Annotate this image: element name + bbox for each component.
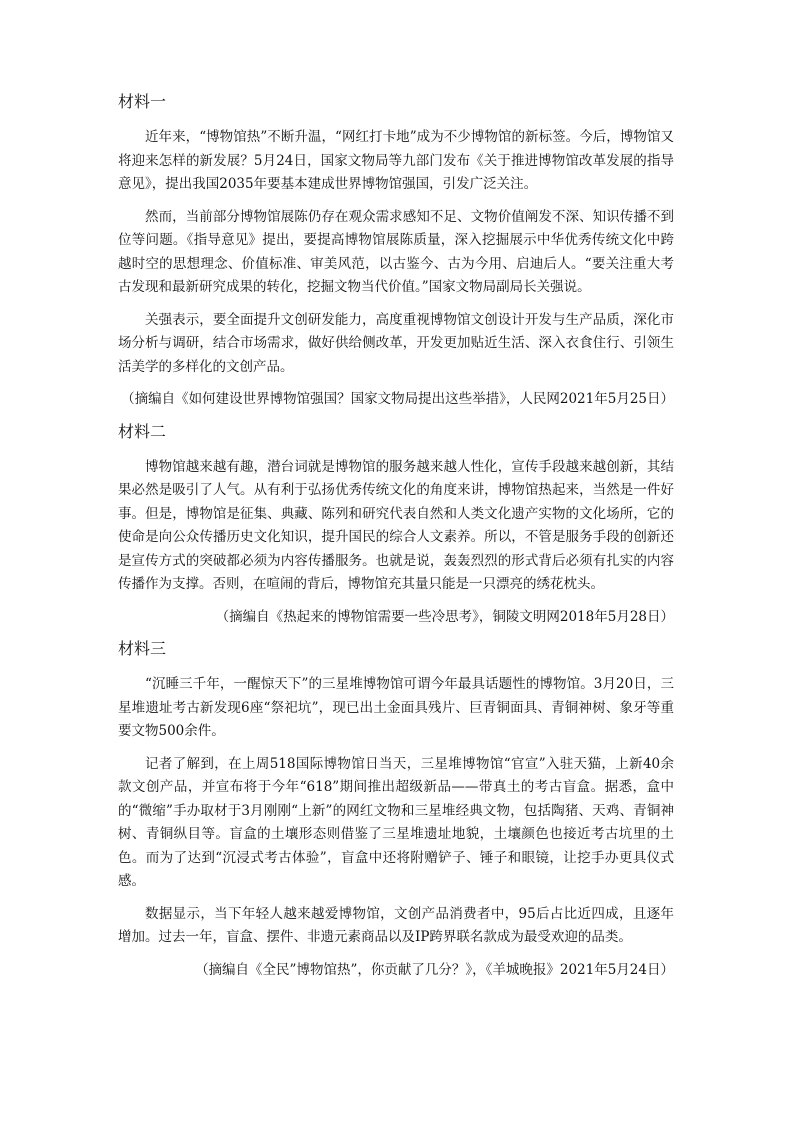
material-1-source: （摘编自《如何建设世界博物馆强国？国家文物局提出这些举措》，人民网2021年5月25日） (121, 391, 674, 407)
material-3-paragraph-1: “沉睡三千年，一醒惊天下”的三星堆博物馆可谓今年最具话题性的博物馆。3月20日，三星堆遗址考古新发现6座“祭祀坑”，现已出土金面具残片、巨青铜面具、青铜神树、象牙等重要文物500余件。 (118, 676, 674, 739)
material-3-source: （摘编自《全民”博物馆热”，你贡献了几分？》，《羊城晚报》2021年5月24日） (195, 961, 674, 978)
document-page (118, 92, 674, 992)
material-3-heading: 材料三 (118, 639, 167, 658)
material-2-paragraph-1: 博物馆越来越有趣，潜台词就是博物馆的服务越来越人性化，宣传手段越来越创新，其结果必然是吸引了人气。从有利于弘扬优秀传统文化的角度来讲，博物馆热起来，当然是一件好事。但是，博物馆是征集、典藏、陈列和研究代表自然和人类文化遗产实物的文化场所，它的使命是向公众传播历史文化知识，提升国民的综合人文素养。所以，不管是服务手段的创新还是宣传方式的突破都必须为内容传播服务。也就是说，轰轰烈烈的形式背后必须有扎实的内容传播作为支撑。否则，在喧闹的背后，博物馆充其量只能是一只漂亮的绣花枕头。 (118, 458, 674, 592)
material-2-heading: 材料二 (118, 421, 167, 441)
material-1-paragraph-3: 关强表示，要全面提升文创研发能力，高度重视博物馆文创设计开发与生产品质，深化市场分析与调研，结合市场需求，做好供给侧改革，开发更加贴近生活、深入衣食住行、引领生活美学的多样化的文创产品。 (118, 311, 674, 375)
material-1-paragraph-1: 近年来，“博物馆热”不断升温，“网红打卡地”成为不少博物馆的新标签。今后，博物馆又将迎来怎样的新发展？5月24日，国家文物局等九部门发布《关于推进博物馆改革发展的指导意见》，提出我国2035年要基本建成世界博物馆强国，引发广泛关注。 (118, 129, 674, 192)
material-3-paragraph-2: 记者了解到，在上周518国际博物馆日当天，三星堆博物馆“官宣”入驻天猫，上新40余款文创产品，并宣布将于今年“618”期间推出超级新品——带真土的考古盲盒。据悉，盒中的“微缩”手办取材于3月刚刚“上新”的网红文物和三星堆经典文物，包括陶猪、天鸡、青铜神树、青铜纵目等。盲盒的土壤形态则借鉴了三星堆遗址地貌，土壤颜色也接近考古坑里的土色。而为了达到“沉浸式考古体验”，盲盒中还将附赠铲子、锤子和眼镜，让挖手办更具仪式感。 (118, 755, 674, 889)
material-1-paragraph-2: 然而，当前部分博物馆展陈仍存在观众需求感知不足、文物价值阐发不深、知识传播不到位等问题。《指导意见》提出，要提高博物馆展陈质量，深入挖掘展示中华优秀传统文化中跨越时空的思想理念、价值标准、审美风范，以古鉴今、古为今用、启迪后人。“要关注重大考古发现和最新研究成果的转化，挖掘文物当代价值。”国家文物局副局长关强说。 (118, 208, 674, 295)
material-1-heading: 材料一 (118, 92, 167, 111)
material-3-paragraph-3: 数据显示，当下年轻人越来越爱博物馆，文创产品消费者中，95后占比近四成，且逐年增加。过去一年，盲盒、摆件、非遗元素商品以及IP跨界联名款成为最受欢迎的品类。 (118, 905, 674, 945)
material-2-source: （摘编自《热起来的博物馆需要一些冷思考》，铜陵文明网2018年5月28日） (215, 608, 674, 625)
